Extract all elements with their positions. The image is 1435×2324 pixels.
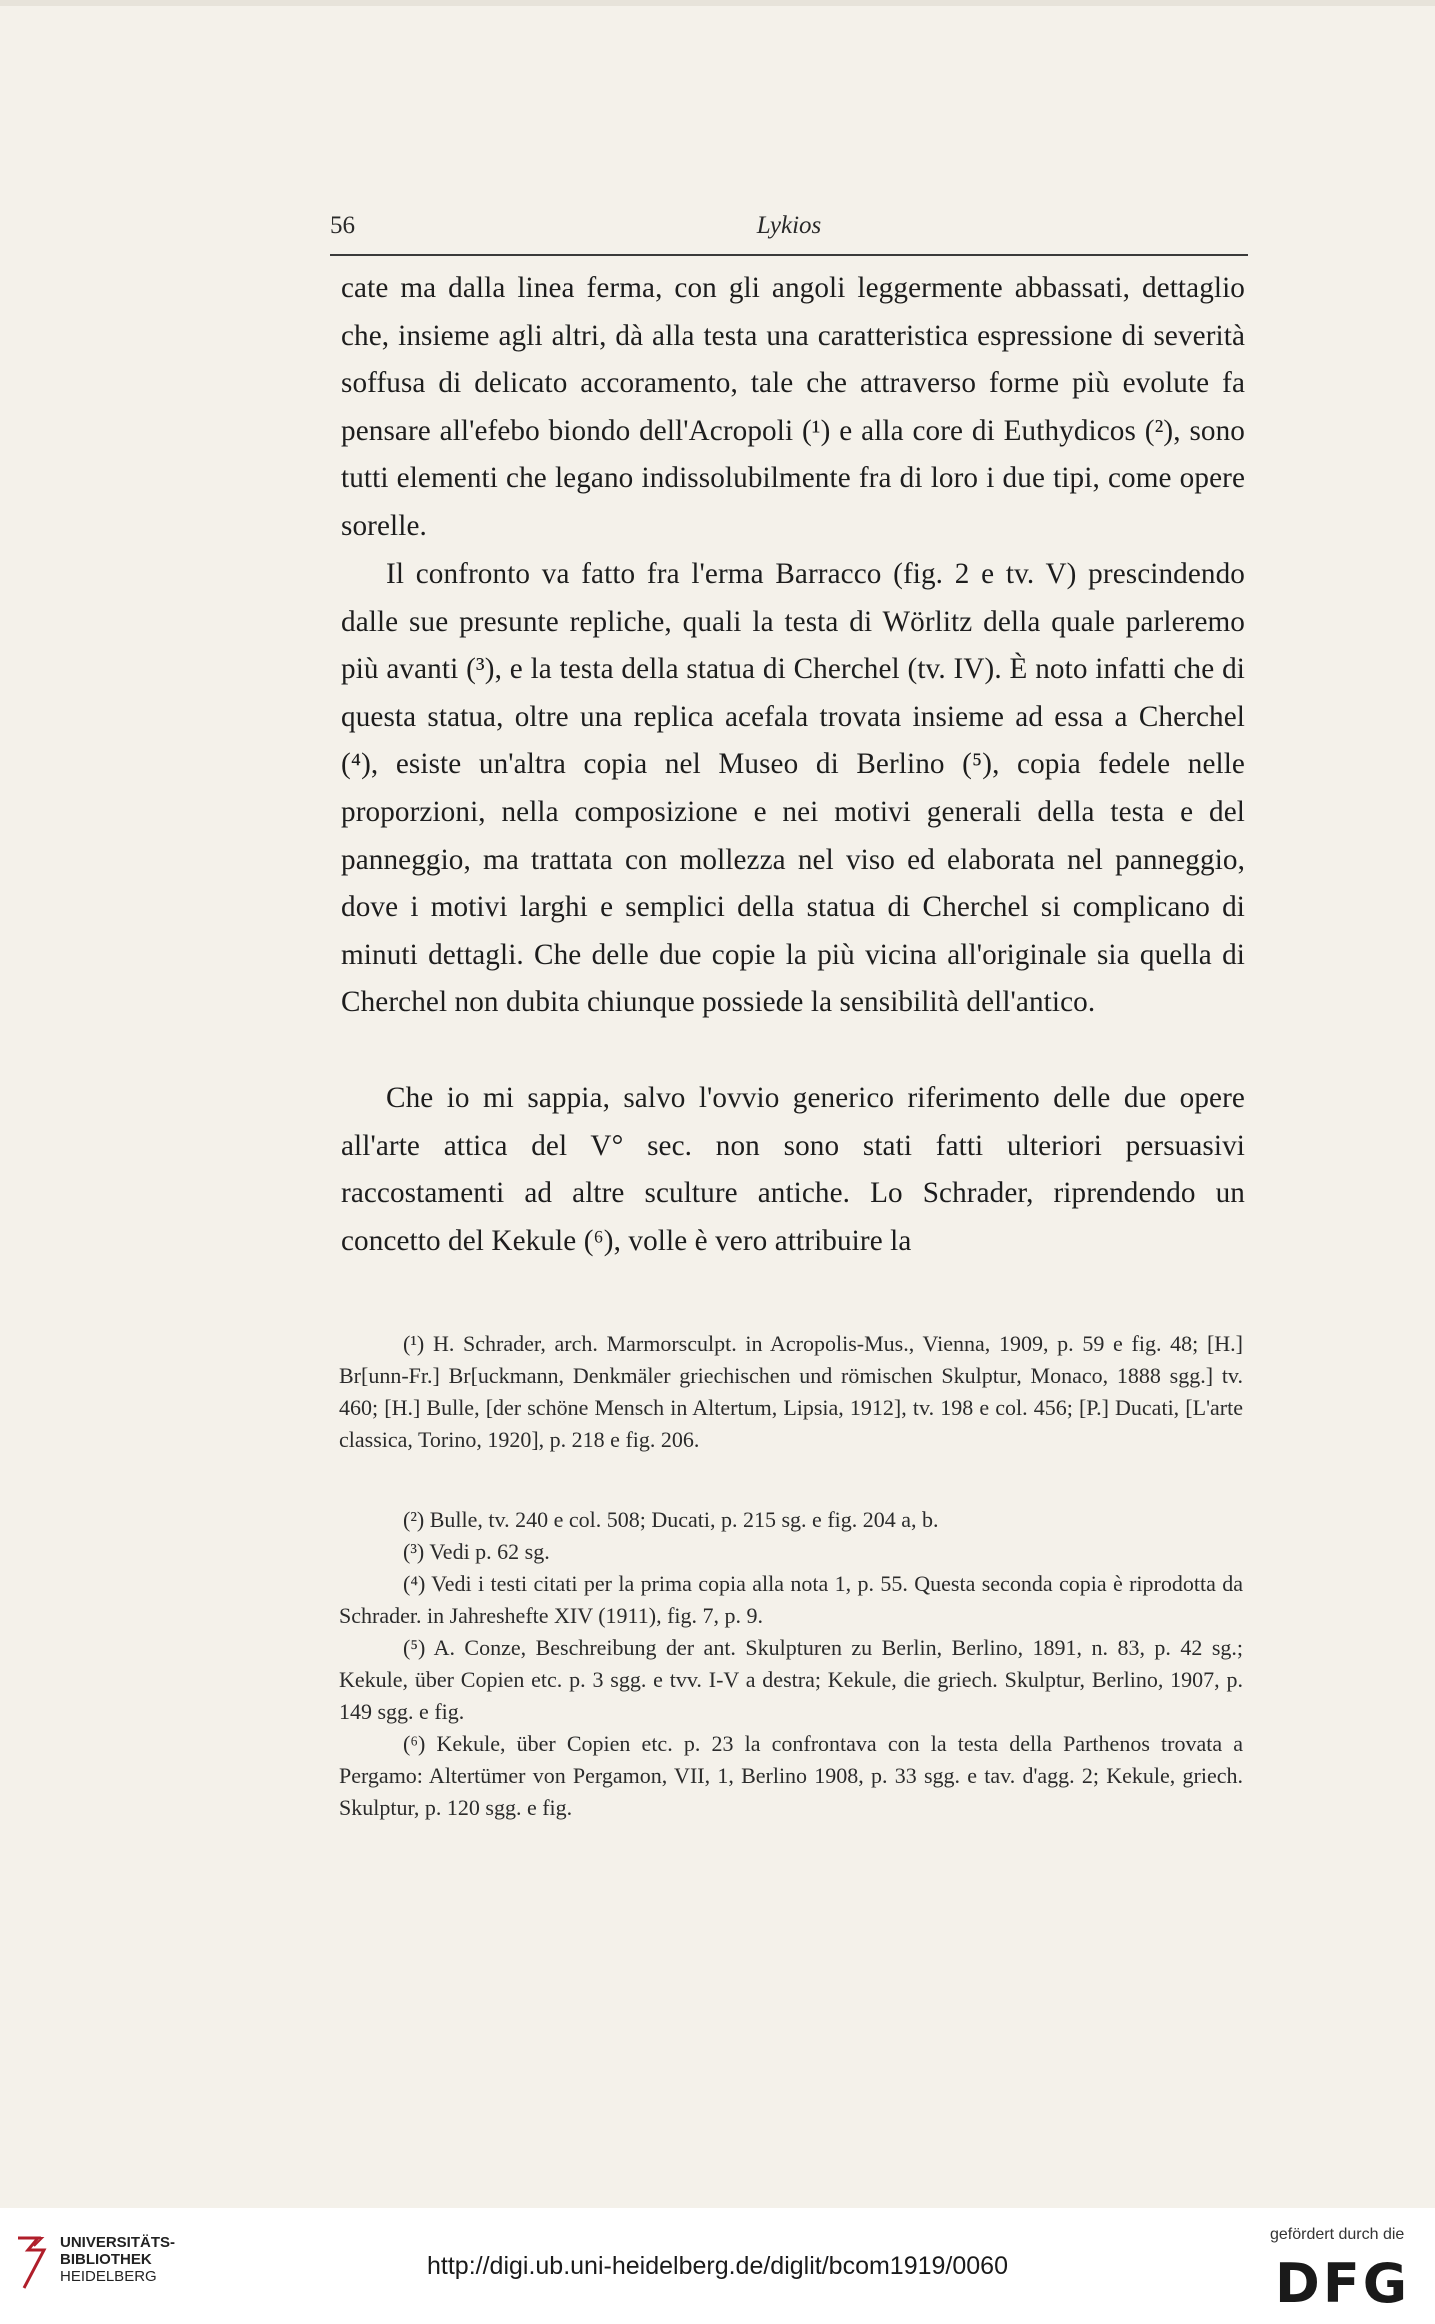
library-name-line-1: UNIVERSITÄTS- bbox=[60, 2234, 176, 2251]
footnote-2: (²) Bulle, tv. 240 e col. 508; Ducati, p. 215 sg. e fig. 204 a, b. bbox=[403, 1507, 939, 1532]
permalink-url[interactable]: http://digi.ub.uni-heidelberg.de/diglit/bcom1919/0060 bbox=[427, 2252, 1008, 2280]
page-number: 56 bbox=[330, 212, 355, 239]
dfg-logo: DFG bbox=[1275, 2252, 1411, 2315]
running-head: Lykios bbox=[756, 212, 822, 239]
body-paragraph-1: cate ma dalla linea ferma, con gli angoli leggermente abbassati, dettaglio che, insieme agli altri, dà alla testa una caratteristica espressione di severità soffusa di delicato accoramento, tale che attraverso forme più evolute fa pensare all'efebo biondo dell'Acropoli (¹) e alla core di Euthydicos (²), sono tutti elementi che legano indissolubilmente fra di loro i due tipi, come opere sorelle. bbox=[341, 272, 1245, 542]
viewer-footer bbox=[0, 2208, 1435, 2324]
library-name-line-3: HEIDELBERG bbox=[60, 2268, 157, 2285]
footnote-3: (³) Vedi p. 62 sg. bbox=[403, 1539, 550, 1564]
body-paragraph-3: Che io mi sappia, salvo l'ovvio generico riferimento delle due opere all'arte attica del V° sec. non sono stati fatti ulteriori persuasivi raccostamenti ad altre sculture antiche. Lo Schrader, riprendendo un concetto del Kekule (⁶), volle è vero attribuire la bbox=[341, 1082, 1245, 1257]
library-name-line-2: BIBLIOTHEK bbox=[60, 2251, 152, 2268]
body-paragraph-2: Il confronto va fatto fra l'erma Barracco (fig. 2 e tv. V) prescindendo dalle sue presunte repliche, quali la testa di Wörlitz della quale parleremo più avanti (³), e la testa della statua di Cherchel (tv. IV). È noto infatti che di questa statua, oltre una replica acefala trovata insieme ad essa a Cherchel (⁴), esiste un'altra copia nel Museo di Berlino (⁵), copia fedele nelle proporzioni, nella composizione e nei motivi generali della testa e del panneggio, ma trattata con mollezza nel viso ed elaborata nel panneggio, dove i motivi larghi e semplici della statua di Cherchel si complicano di minuti dettagli. Che delle due copie la più vicina all'originale sia quella di Cherchel non dubita chiunque possiede la sensibilità dell'antico. bbox=[341, 558, 1245, 1019]
page-header bbox=[330, 208, 1248, 246]
funding-text: gefördert durch die bbox=[1270, 2226, 1405, 2243]
footnote-1: (¹) H. Schrader, arch. Marmorsculpt. in Acropolis-Mus., Vienna, 1909, p. 59 e fig. 48; [H.] Br[unn-Fr.] Br[uckmann, Denkmäler griechischen und römischen Skulptur, Monaco, 1888 sgg.] tv. 460; [H.] Bulle, [der schöne Mensch in Altertum, Lipsia, 1912], tv. 198 e col. 456; [P.] Ducati, [L'arte classica, Torino, 1920], p. 218 e fig. 206. bbox=[339, 1331, 1243, 1452]
scan-edge bbox=[0, 0, 1435, 6]
footnote-6: (⁶) Kekule, über Copien etc. p. 23 la confrontava con la testa della Parthenos trovata a Pergamo: Altertümer von Pergamon, VII, 1, Berlino 1908, p. 33 sgg. e tav. d'agg. 2; Kekule, griech. Skulptur, p. 120 sgg. e fig. bbox=[339, 1731, 1243, 1820]
header-rule bbox=[330, 254, 1248, 256]
footnote-5: (⁵) A. Conze, Beschreibung der ant. Skulpturen zu Berlin, Berlino, 1891, n. 83, p. 42 sg.; Kekule, über Copien etc. p. 3 sgg. e tvv. I-V a destra; Kekule, die griech. Skulptur, Berlino, 1907, p. 149 sgg. e fig. bbox=[339, 1635, 1243, 1724]
footnote-4: (⁴) Vedi i testi citati per la prima copia alla nota 1, p. 55. Questa seconda copia è riprodotta da Schrader. in Jahreshefte XIV (1911), fig. 7, p. 9. bbox=[339, 1571, 1243, 1628]
